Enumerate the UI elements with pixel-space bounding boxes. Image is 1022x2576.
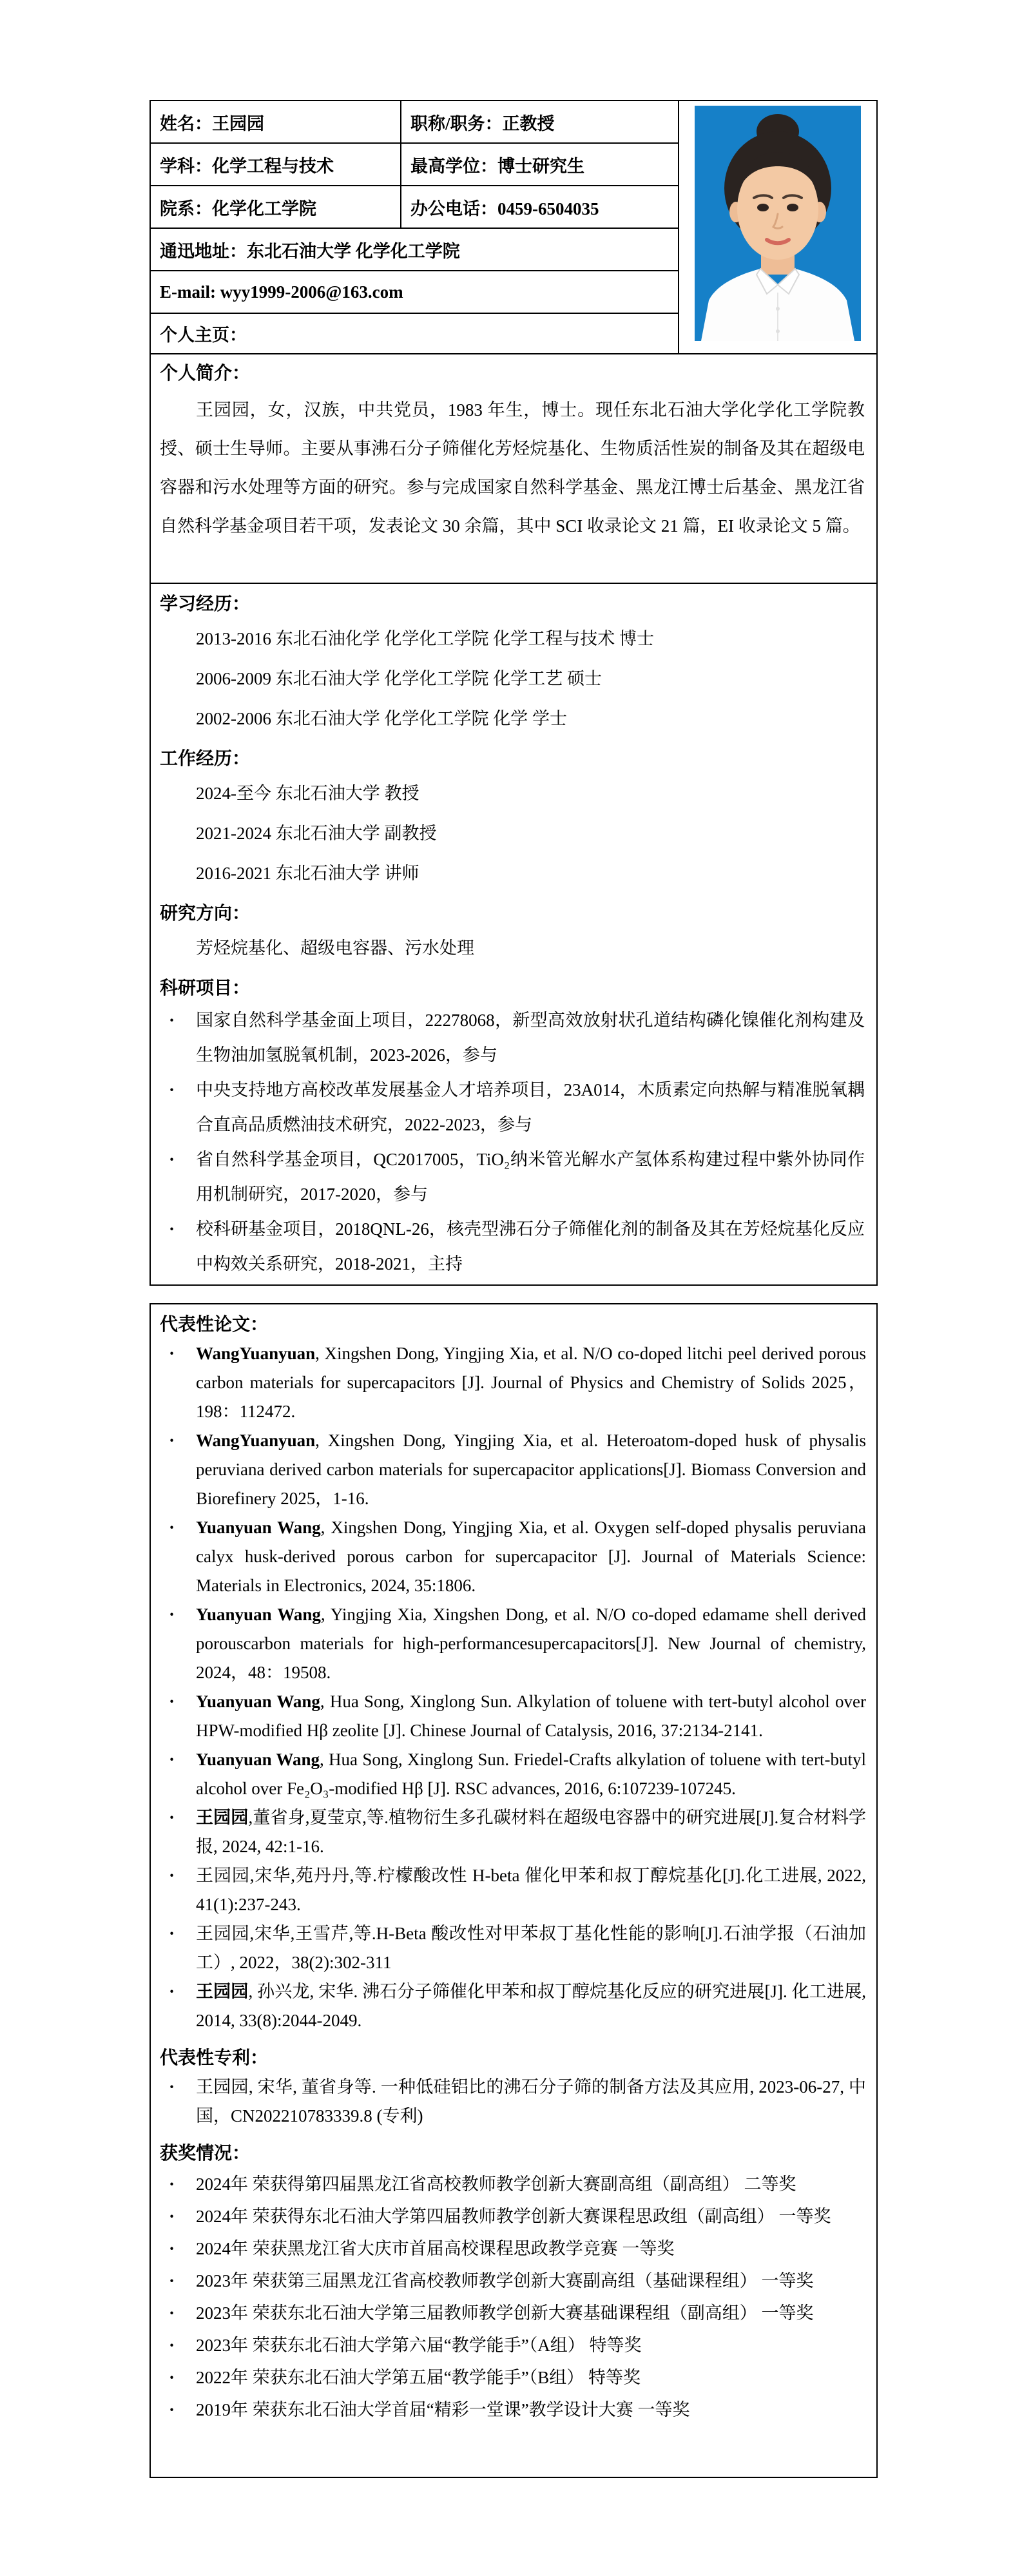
photo-cell	[679, 101, 876, 354]
publication-author-bold: Yuanyuan Wang	[196, 1518, 321, 1537]
profile-photo	[695, 106, 861, 341]
publication-item	[160, 1919, 866, 1977]
publication-item	[160, 1745, 866, 1803]
publication-text: , Xingshen Dong, Yingjing Xia, et al. N/O co-doped litchi peel derived porous carbon materials for supercapacitors [J]. Journal of Physics and Chemistry of Solids 2025，198：112472.	[196, 1344, 866, 1421]
project-item: · 国家自然科学基金面上项目，22278068，新型高效放射状孔道结构磷化镍催化剂构建及生物油加氢脱氧机制，2023-2026，参与	[160, 1003, 865, 1072]
work-item: 2016-2021 东北石油大学 讲师	[196, 864, 419, 883]
personal-intro-header: 个人简介：	[160, 363, 251, 383]
award-item: · 2024年 荣获得第四届黑龙江省高校教师教学创新大赛副高组（副高组） 二等奖	[160, 2168, 866, 2200]
research-direction-header: 研究方向：	[160, 903, 251, 923]
field-homepage-text: 个人主页：	[160, 325, 247, 345]
publication-author-bold: 王园园	[196, 1808, 249, 1827]
patents-header: 代表性专利：	[160, 2048, 269, 2068]
personal-intro-text: 王园园，女，汉族，中共党员，1983 年生，博士。现任东北石油大学化学化工学院教授、硕士生导师。主要从事沸石分子筛催化芳烃烷基化、生物质活性炭的制备及其在超级电容器和污水处理等方面的研究。参与完成国家自然科学基金、黑龙江博士后基金、黑龙江省自然科学基金项目若干项，发表论文 30 余篇，其中 SCI 收录论文 21 篇，EI 收录论文 5 篇。	[160, 400, 865, 536]
field-discipline	[151, 144, 401, 186]
field-department	[151, 186, 401, 229]
award-item: · 2022年 荣获东北石油大学第五届“教学能手”（B组） 特等奖	[160, 2361, 866, 2394]
field-degree	[401, 144, 679, 186]
publication-author-bold: WangYuanyuan	[196, 1344, 316, 1363]
education-item: 2002-2006 东北石油大学 化学化工学院 化学 学士	[196, 709, 567, 728]
project-item: · 中央支持地方高校改革发展基金人才培养项目，23A014，木质素定向热解与精准脱氧耦合直高品质燃油技术研究，2022-2023，参与	[160, 1072, 865, 1142]
education-item: 2013-2016 东北石油化学 化学化工学院 化学工程与技术 博士	[196, 629, 654, 648]
publication-item	[160, 1977, 866, 2035]
publication-text: 王园园,宋华,王雪芹,等.H-Beta 酸改性对甲苯叔丁基化性能的影响[J].石油学报（石油加工）, 2022，38(2):302-311	[196, 1924, 866, 1972]
publication-text: , Hua Song, Xinglong Sun. Friedel-Crafts alkylation of toluene with tert-butyl alcohol over Fe₂O₃-modified Hβ [J]. RSC advances, 2016, 6:107239-107245.	[196, 1750, 866, 1798]
publication-author-bold: Yuanyuan Wang	[196, 1605, 321, 1624]
field-email-text: E-mail: wyy1999-2006@163.com	[160, 282, 403, 302]
award-item: · 2023年 荣获第三届黑龙江省高校教师教学创新大赛副高组（基础课程组） 一等奖	[160, 2265, 866, 2297]
field-department-text: 院系：化学化工学院	[160, 199, 316, 218]
research-direction-item: 芳烃烷基化、超级电容器、污水处理	[196, 938, 474, 958]
field-office-phone-text: 办公电话：0459-6504035	[410, 199, 599, 218]
field-email	[151, 271, 679, 314]
field-address-text: 通迅地址：东北石油大学 化学化工学院	[160, 241, 460, 261]
publication-text: , Xingshen Dong, Yingjing Xia, et al. Heteroatom-doped husk of physalis peruviana derived carbon materials for supercapacitor applications[J]. Biomass Conversion and Biorefinery 2025，1-16.	[196, 1431, 866, 1508]
publication-item	[160, 1803, 866, 1861]
section-personal-intro	[151, 354, 876, 584]
publication-item	[160, 1600, 866, 1687]
publication-text: , Xingshen Dong, Yingjing Xia, et al. Oxygen self-doped physalis peruviana calyx husk-derived porous carbon for supercapacitor [J]. Journal of Materials Science: Materials in Electronics, 2024, 35:1806.	[196, 1518, 867, 1595]
publication-author-bold: Yuanyuan Wang	[196, 1692, 320, 1711]
publication-text: , 孙兴龙, 宋华. 沸石分子筛催化甲苯和叔丁醇烷基化反应的研究进展[J]. 化工进展, 2014, 33(8):2044-2049.	[196, 1982, 866, 2030]
field-name	[151, 101, 401, 144]
profile-table	[149, 100, 878, 1286]
publication-text: , Yingjing Xia, Xingshen Dong, et al. N/O co-doped edamame shell derived porouscarbon materials for high-performancesupercapacitors[J]. New Journal of chemistry, 2024，48：19508.	[196, 1605, 867, 1682]
work-header: 工作经历：	[160, 748, 251, 768]
projects-header: 科研项目：	[160, 978, 251, 998]
awards-header: 获奖情况：	[160, 2143, 251, 2163]
field-office-phone	[401, 186, 679, 229]
publication-item	[160, 1861, 866, 1919]
publication-author-bold: 王园园	[196, 1982, 249, 2001]
award-item: · 2023年 荣获东北石油大学第六届“教学能手”（A组） 特等奖	[160, 2329, 866, 2361]
work-item: 2024-至今 东北石油大学 教授	[196, 784, 419, 803]
publication-author-bold: Yuanyuan Wang	[196, 1750, 320, 1769]
field-name-text: 姓名：王园园	[160, 113, 264, 133]
publication-item	[160, 1339, 866, 1426]
award-item: · 2023年 荣获东北石油大学第三届教师教学创新大赛基础课程组（副高组） 一等奖	[160, 2297, 866, 2329]
project-item: · 省自然科学基金项目，QC2017005，TiO₂纳米管光解水产氢体系构建过程中紫外协同作用机制研究，2017-2020，参与	[160, 1142, 865, 1212]
award-item: · 2019年 荣获东北石油大学首届“精彩一堂课”教学设计大赛 一等奖	[160, 2394, 866, 2426]
field-title	[401, 101, 679, 144]
publications-table	[149, 1303, 878, 2478]
publication-text: , Hua Song, Xinglong Sun. Alkylation of toluene with tert-butyl alcohol over HPW-modified Hβ zeolite [J]. Chinese Journal of Catalysis, 2016, 37:2134-2141.	[196, 1692, 866, 1740]
field-homepage	[151, 314, 679, 354]
publication-text: ,董省身,夏莹京,等.植物衍生多孔碳材料在超级电容器中的研究进展[J].复合材料学报, 2024, 42:1-16.	[196, 1808, 866, 1856]
publication-item	[160, 1513, 866, 1600]
publication-author-bold: WangYuanyuan	[196, 1431, 316, 1450]
publication-item	[160, 1426, 866, 1513]
education-header: 学习经历：	[160, 594, 251, 614]
papers-header: 代表性论文：	[160, 1314, 269, 1334]
award-item: · 2024年 荣获得东北石油大学第四届教师教学创新大赛课程思政组（副高组） 一等奖	[160, 2200, 866, 2232]
basic-info-grid	[151, 101, 876, 354]
field-title-text: 职称/职务：正教授	[410, 113, 555, 133]
project-item: · 校科研基金项目，2018QNL-26，核壳型沸石分子筛催化剂的制备及其在芳烃烷基化反应中构效关系研究，2018-2021，主持	[160, 1212, 865, 1281]
section-resume	[151, 584, 876, 1284]
publication-item	[160, 1687, 866, 1745]
publication-text: 王园园,宋华,苑丹丹,等.柠檬酸改性 H-beta 催化甲苯和叔丁醇烷基化[J].化工进展, 2022, 41(1):237-243.	[196, 1866, 866, 1914]
work-item: 2021-2024 东北石油大学 副教授	[196, 824, 437, 843]
field-degree-text: 最高学位：博士研究生	[410, 156, 584, 176]
patent-item: · 王园园, 宋华, 董省身等. 一种低硅铝比的沸石分子筛的制备方法及其应用, 2023-06-27, 中国，CN202210783339.8 (专利)	[160, 2073, 866, 2131]
field-discipline-text: 学科：化学工程与技术	[160, 156, 334, 176]
education-item: 2006-2009 东北石油大学 化学化工学院 化学工艺 硕士	[196, 669, 602, 688]
award-item: · 2024年 荣获黑龙江省大庆市首届高校课程思政教学竞赛 一等奖	[160, 2232, 866, 2265]
field-address	[151, 229, 679, 271]
